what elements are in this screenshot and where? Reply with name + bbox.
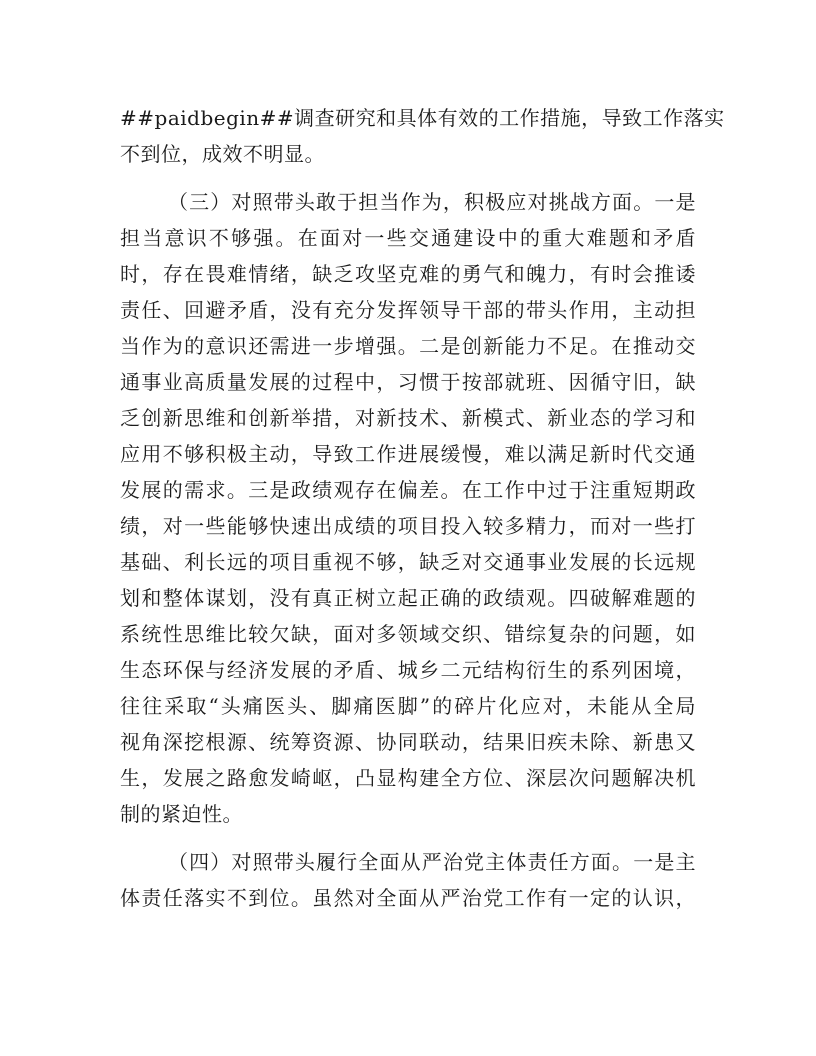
- text-line: 当作为的意识还需进一步增强。二是创新能力不足。在推动交: [120, 334, 696, 358]
- paragraph-3: [120, 844, 696, 916]
- text-line: ##paidbegin##调查研究和具体有效的工作措施，导致工作落实: [120, 106, 725, 130]
- text-line: 体责任落实不到位。虽然对全面从严治党工作有一定的认识，: [120, 886, 696, 910]
- text-line: 视角深挖根源、统筹资源、协同联动，结果旧疾未除、新患又: [120, 730, 696, 754]
- text-line: 绩，对一些能够快速出成绩的项目投入较多精力，而对一些打: [120, 514, 696, 538]
- text-line: 往往采取“头痛医头、脚痛医脚”的碎片化应对，未能从全局: [120, 694, 696, 718]
- paragraph-2: [120, 184, 696, 832]
- text-line: （四）对照带头履行全面从严治党主体责任方面。一是主: [168, 850, 696, 874]
- text-line: 时，存在畏难情绪，缺乏攻坚克难的勇气和魄力，有时会推诿: [120, 262, 696, 286]
- text-line: 系统性思维比较欠缺，面对多领域交织、错综复杂的问题，如: [120, 622, 696, 646]
- text-line: 应用不够积极主动，导致工作进展缓慢，难以满足新时代交通: [120, 442, 696, 466]
- paragraph-1: [120, 100, 725, 172]
- text-line: 乏创新思维和创新举措，对新技术、新模式、新业态的学习和: [120, 406, 696, 430]
- document-body: [120, 100, 725, 916]
- text-line: （三）对照带头敢于担当作为，积极应对挑战方面。一是: [168, 190, 696, 214]
- text-line: 划和整体谋划，没有真正树立起正确的政绩观。四破解难题的: [120, 586, 696, 610]
- text-line: 不到位，成效不明显。: [120, 142, 325, 166]
- text-line: 生态环保与经济发展的矛盾、城乡二元结构衍生的系列困境，: [120, 658, 696, 682]
- text-line: 责任、回避矛盾，没有充分发挥领导干部的带头作用，主动担: [120, 298, 696, 322]
- text-line: 制的紧迫性。: [120, 802, 243, 826]
- text-line: 发展的需求。三是政绩观存在偏差。在工作中过于注重短期政: [120, 478, 696, 502]
- text-line: 生，发展之路愈发崎岖，凸显构建全方位、深层次问题解决机: [120, 766, 696, 790]
- text-line: 担当意识不够强。在面对一些交通建设中的重大难题和矛盾: [120, 226, 696, 250]
- text-line: 基础、利长远的项目重视不够，缺乏对交通事业发展的长远规: [120, 550, 696, 574]
- text-line: 通事业高质量发展的过程中，习惯于按部就班、因循守旧，缺: [120, 370, 696, 394]
